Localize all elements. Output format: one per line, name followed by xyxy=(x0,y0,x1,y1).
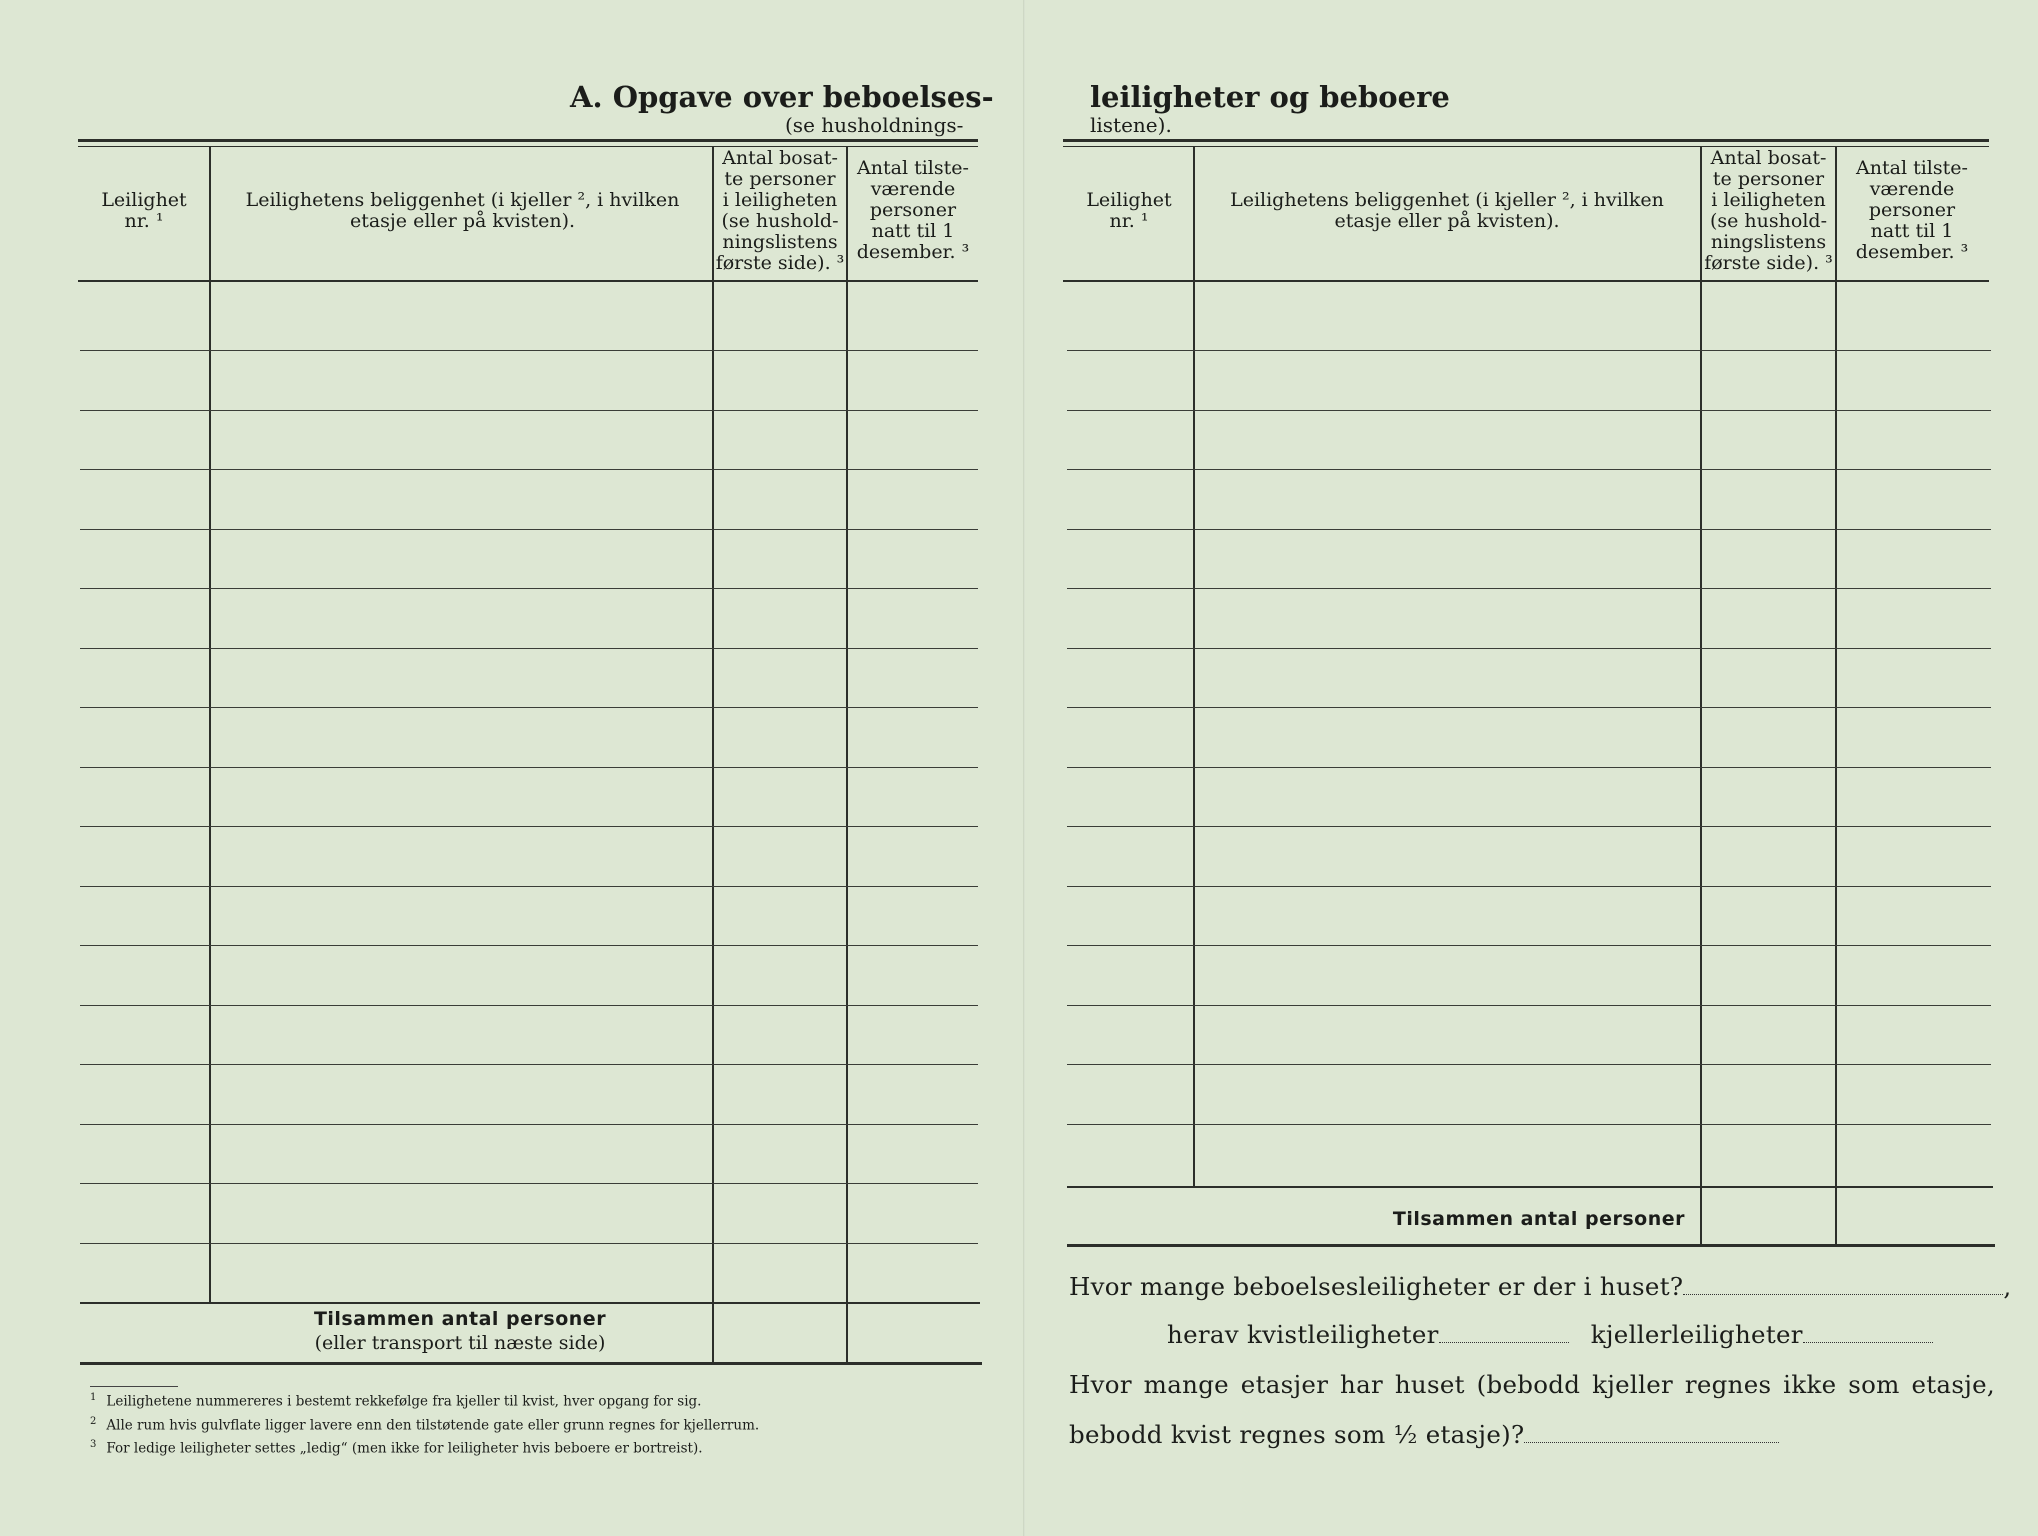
header-present-persons: Antal tilste- værende personer natt til 1 desember. ³ xyxy=(856,157,970,263)
right-row-line xyxy=(1067,648,1991,649)
header-apartment-number: Leilighet nr. ¹ xyxy=(101,189,187,232)
left-row-line xyxy=(80,886,978,887)
left-total-sub: (eller transport til næste side) xyxy=(314,1332,606,1354)
right-total-present-cell[interactable] xyxy=(1837,1188,1993,1244)
left-row-line xyxy=(80,350,978,351)
left-row-line xyxy=(80,1183,978,1184)
table-top-rule xyxy=(78,139,978,142)
right-total-bottom-rule xyxy=(1067,1244,1995,1247)
right-total-resident-cell[interactable] xyxy=(1702,1188,1835,1244)
answer-attic-field[interactable] xyxy=(1439,1341,1569,1343)
left-subtitle: (se husholdnings- xyxy=(785,113,964,137)
right-row-line xyxy=(1067,826,1991,827)
footnote-2: $^2$ Alle rum hvis gulvflate ligger lavere enn den tilstøtende gate eller grunn regnes for kjellerrum. xyxy=(90,1415,760,1433)
right-row-line xyxy=(1067,1005,1991,1006)
table-top-rule-thin xyxy=(78,146,978,147)
left-total-label: Tilsammen antal personer xyxy=(313,1308,607,1330)
left-total-resident-cell[interactable] xyxy=(714,1304,846,1362)
answer-apartments-field[interactable] xyxy=(1683,1293,2003,1295)
left-total-present-cell[interactable] xyxy=(848,1304,978,1362)
right-row-line xyxy=(1067,469,1991,470)
footnote-1: $^1$ Leilighetene nummereres i bestemt rekkefølge fra kjeller til kvist, hver opgang for sig. xyxy=(90,1392,702,1410)
left-row-line xyxy=(80,1064,978,1065)
right-row-line xyxy=(1067,886,1991,887)
col-divider-1 xyxy=(209,146,211,1302)
right-table-top-rule xyxy=(1063,139,1989,142)
left-row-line xyxy=(80,1243,978,1244)
right-row-line xyxy=(1067,767,1991,768)
left-row-line xyxy=(80,826,978,827)
right-col-divider-1 xyxy=(1193,146,1195,1186)
question-floors-line2: bebodd kvist regnes som ½ etasje)? xyxy=(1069,1420,1779,1449)
right-header-present-persons: Antal tilste- værende personer natt til 1 desember. ³ xyxy=(1855,157,1969,263)
left-row-line xyxy=(80,410,978,411)
right-title: leiligheter og beboere xyxy=(1090,80,1450,114)
right-header-resident-persons: Antal bosat- te personer i leiligheten (se hushold- ningslistens første side). ³ xyxy=(1704,147,1833,274)
right-header-bottom-rule xyxy=(1063,280,1989,282)
right-row-line xyxy=(1067,1124,1991,1125)
left-row-line xyxy=(80,588,978,589)
right-row-line xyxy=(1067,707,1991,708)
left-row-line xyxy=(80,1124,978,1125)
right-col-divider-2 xyxy=(1700,146,1702,1246)
left-row-line xyxy=(80,1005,978,1006)
footnote-3: $^3$ For ledige leiligheter settes „ledig“ (men ikke for leiligheter hvis beboere er bortreist). xyxy=(90,1439,703,1457)
answer-basement-field[interactable] xyxy=(1803,1341,1933,1343)
right-header-location: Leilighetens beliggenhet (i kjeller ², i hvilken etasje eller på kvisten). xyxy=(1230,189,1664,232)
header-resident-persons: Antal bosat- te personer i leiligheten (se hushold- ningslistens første side). ³ xyxy=(715,147,845,274)
col-divider-3 xyxy=(846,146,848,1363)
right-row-line xyxy=(1067,1064,1991,1065)
right-page xyxy=(1025,0,2038,1536)
right-col-divider-3 xyxy=(1835,146,1837,1246)
right-subtitle: listene). xyxy=(1090,113,1172,137)
question-floors-line1: Hvor mange etasjer har huset (bebodd kjeller regnes ikke som etasje, xyxy=(1069,1370,1995,1399)
header-bottom-rule xyxy=(78,280,978,282)
left-row-line xyxy=(80,767,978,768)
left-row-line xyxy=(80,707,978,708)
left-row-line xyxy=(80,529,978,530)
total-bottom-rule xyxy=(80,1362,982,1365)
right-total-label: Tilsammen antal personer xyxy=(1392,1208,1685,1230)
left-row-line xyxy=(80,469,978,470)
left-title: A. Opgave over beboelses- xyxy=(570,80,994,114)
right-header-apartment-number: Leilighet nr. ¹ xyxy=(1086,189,1172,232)
header-location: Leilighetens beliggenhet (i kjeller ², i hvilken etasje eller på kvisten). xyxy=(245,189,680,232)
question-attic-basement: herav kvistleiligheter kjellerleiligheter xyxy=(1167,1320,1933,1349)
footnote-rule xyxy=(90,1386,178,1387)
right-row-line xyxy=(1067,410,1991,411)
right-row-line xyxy=(1067,945,1991,946)
footnotes xyxy=(90,1388,759,1459)
left-row-line xyxy=(80,945,978,946)
left-row-line xyxy=(80,648,978,649)
right-table-top-rule-thin xyxy=(1063,146,1989,147)
col-divider-2 xyxy=(712,146,714,1363)
right-row-line xyxy=(1067,529,1991,530)
right-row-line xyxy=(1067,350,1991,351)
answer-floors-field[interactable] xyxy=(1524,1441,1779,1443)
question-apartments: Hvor mange beboelsesleiligheter er der i huset? , xyxy=(1069,1272,2012,1301)
right-row-line xyxy=(1067,588,1991,589)
